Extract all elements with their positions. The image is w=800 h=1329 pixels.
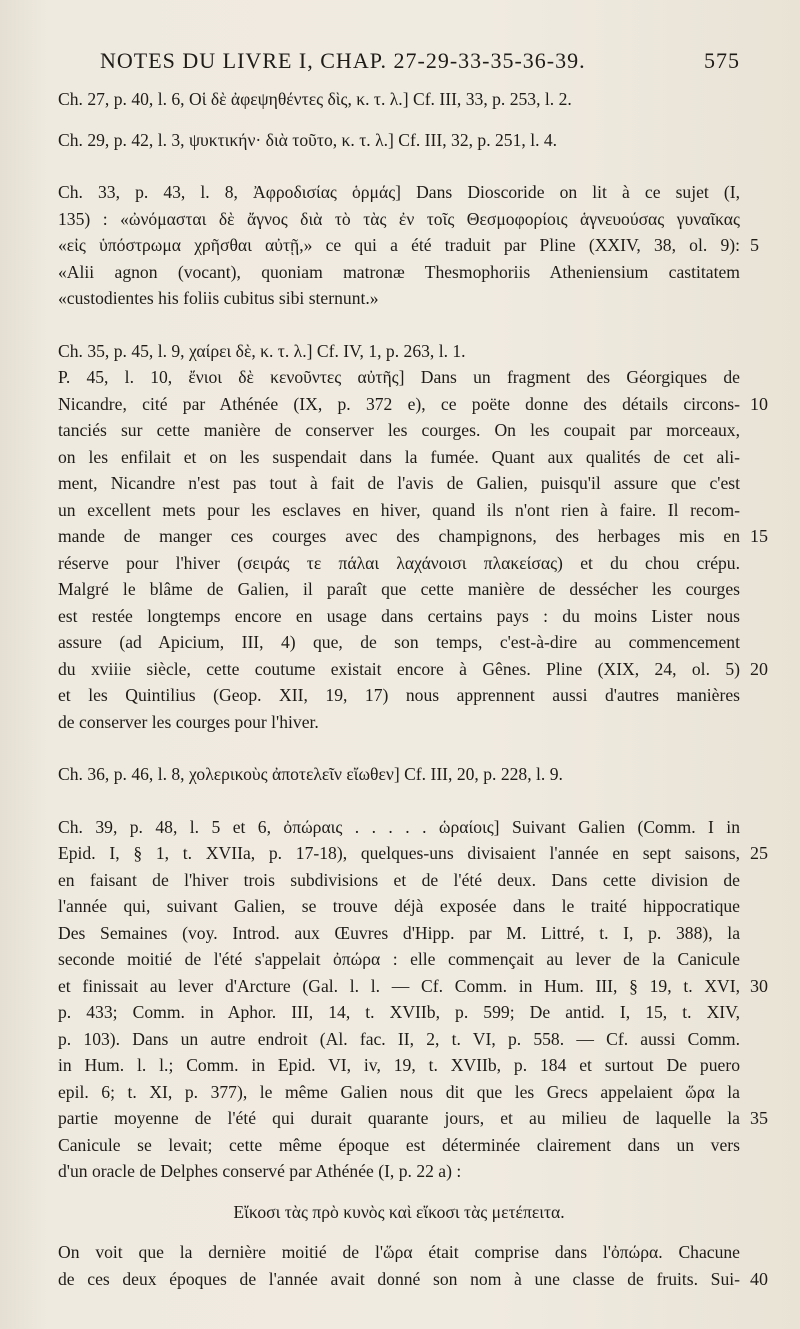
text-line: un excellent mets pour les esclaves en hiver, quand ils n'ont rien à faire. Il recom- (58, 499, 740, 520)
text-line: Ch. 39, p. 48, l. 5 et 6, ὀπώραις . . . . . ὡραίοις] Suivant Galien (Comm. I in (58, 816, 740, 837)
text-line: de conserver les courges pour l'hiver. (58, 711, 319, 732)
text-line: Epid. I, § 1, t. XVIIa, p. 17-18), quelques-uns divisaient l'année en sept saisons, 25 (58, 840, 740, 867)
text-line: in Hum. l. l.; Comm. in Epid. VI, iv, 19, t. XVIIb, p. 184 et surtout De puero (58, 1055, 740, 1075)
text-line: seconde moitié de l'été s'appelait ὀπώρα : elle commençait au lever de la Canicule (58, 949, 740, 969)
text-line: réserve pour l'hiver (σειράς τε πάλαι λαχάνοισι πλακείσας) et du chou crépu. (58, 552, 740, 573)
text-line: Ch. 36, p. 46, l. 8, χολερικοὺς ἀποτελεῖν εἴωθεν] Cf. III, 20, p. 228, l. 9. (58, 764, 563, 784)
text-line: Ch. 29, p. 42, l. 3, ψυκτικήν· διὰ τοῦτο, κ. τ. λ.] Cf. III, 32, p. 251, l. 4. (58, 129, 558, 150)
text-line: «εἰς ὑπόστρωμα χρῆσθαι αὐτῇ,» ce qui a été traduit par Pline (XXIV, 38, ol. 9): 5 (58, 232, 740, 259)
text-line: On voit que la dernière moitié de l'ὥρα était comprise dans l'ὀπώρα. Chacune (58, 1242, 740, 1262)
text-line: en faisant de l'hiver trois subdivisions et de l'été deux. Dans cette division de (58, 869, 740, 890)
text-line: assure (ad Apicium, III, 4) que, de son temps, c'est-à-dire au commencement (58, 632, 740, 652)
text-line: on les enfilait et on les suspendait dans la fumée. Quant aux qualités de cet ali- (58, 446, 740, 467)
text-line: de ces deux époques de l'année avait donné son nom à une classe de fruits. Sui- 40 (58, 1266, 740, 1293)
text-line: d'un oracle de Delphes conservé par Athénée (I, p. 22 a) : (58, 1161, 462, 1181)
text-line: Ch. 35, p. 45, l. 9, χαίρει δὲ, κ. τ. λ.] Cf. IV, 1, p. 263, l. 1. (58, 340, 466, 361)
text-line: epil. 6; t. XI, p. 377), le même Galien nous dit que les Grecs appelaient ὥρα la (58, 1081, 740, 1102)
text-line: Canicule se levait; cette même époque est déterminée clairement dans un vers (58, 1134, 740, 1155)
text-line: mande de manger ces courges avec des champignons, des herbages mis en 15 (58, 523, 740, 550)
text-line: «custodientes his foliis cubitus sibi sternunt.» (58, 288, 379, 308)
text-line: et les Quintilius (Geop. XII, 19, 17) nous apprennent aussi d'autres manières (58, 685, 740, 705)
text-line: p. 433; Comm. in Aphor. III, 14, t. XVIIb, p. 599; De antid. I, 15, t. XIV, (58, 1002, 740, 1022)
text-line: partie moyenne de l'été qui durait quarante jours, et au milieu de laquelle la 35 (58, 1105, 740, 1132)
text-line: l'année qui, suivant Galien, se trouve déjà exposée dans le traité hippocratique (58, 896, 740, 916)
text-line: 135) : «ὠνόμασται δὲ ἄγνος διὰ τὸ τὰς ἐν τοῖς Θεσμοφορίοις ἁγνευούσας γυναῖκας (58, 208, 740, 229)
text-line: ment, Nicandre n'est pas tout à fait de l'avis de Galien, puisqu'il assure que c'est (58, 473, 740, 493)
text-line: Ch. 33, p. 43, l. 8, Ἀφροδισίας ὁρμάς] Dans Dioscoride on lit à ce sujet (I, (58, 182, 740, 202)
running-title: NOTES DU LIVRE I, CHAP. 27-29-33-35-36-39. (100, 48, 586, 73)
line-number: 30 (750, 975, 768, 996)
text-line: Ch. 27, p. 40, l. 6, Οἱ δὲ ἀφεψηθέντες δὶς, κ. τ. λ.] Cf. III, 33, p. 253, l. 2. (58, 89, 572, 109)
line-number: 25 (750, 843, 768, 863)
line-number: 20 (750, 658, 768, 679)
text-line: Des Semaines (voy. Introd. aux Œuvres d'Hipp. par M. Littré, t. I, p. 388), la (58, 922, 740, 943)
line-number: 40 (750, 1268, 768, 1289)
line-number: 15 (750, 526, 768, 546)
text-line: et finissait au lever d'Arcture (Gal. l. l. — Cf. Comm. in Hum. III, § 19, t. XVI, 30 (58, 973, 740, 1000)
greek-verse: Εἴκοσι τὰς πρὸ κυνὸς καὶ εἴκοσι τὰς μετέπειτα. (233, 1201, 565, 1222)
line-number: 5 (750, 235, 759, 255)
page-number: 575 (704, 48, 740, 73)
text-line: du xviiie siècle, cette coutume existait encore à Gênes. Pline (XIX, 24, ol. 5) 20 (58, 656, 740, 683)
text-line: Malgré le blâme de Galien, il paraît que cette manière de dessécher les courges (58, 579, 740, 599)
text-line: P. 45, l. 10, ἔνιοι δὲ κενοῦντες αὐτῆς] Dans un fragment des Géorgiques de (58, 367, 740, 387)
text-line: «Alii agnon (vocant), quoniam matronæ Thesmophoriis Atheniensium castitatem (58, 261, 740, 282)
line-number: 10 (750, 393, 768, 414)
text-line: p. 103). Dans un autre endroit (Al. fac. II, 2, t. VI, p. 558. — Cf. aussi Comm. (58, 1028, 740, 1049)
notes-body (58, 86, 768, 1292)
text-line: tanciés sur cette manière de conserver les courges. On les coupait par morceaux, (58, 420, 740, 440)
text-line: Nicandre, cité par Athénée (IX, p. 372 e), ce poëte donne des détails circons- 10 (58, 391, 740, 418)
text-line: est restée longtemps encore en usage dans certains pays : du moins Lister nous (58, 605, 740, 626)
line-number: 35 (750, 1108, 768, 1128)
